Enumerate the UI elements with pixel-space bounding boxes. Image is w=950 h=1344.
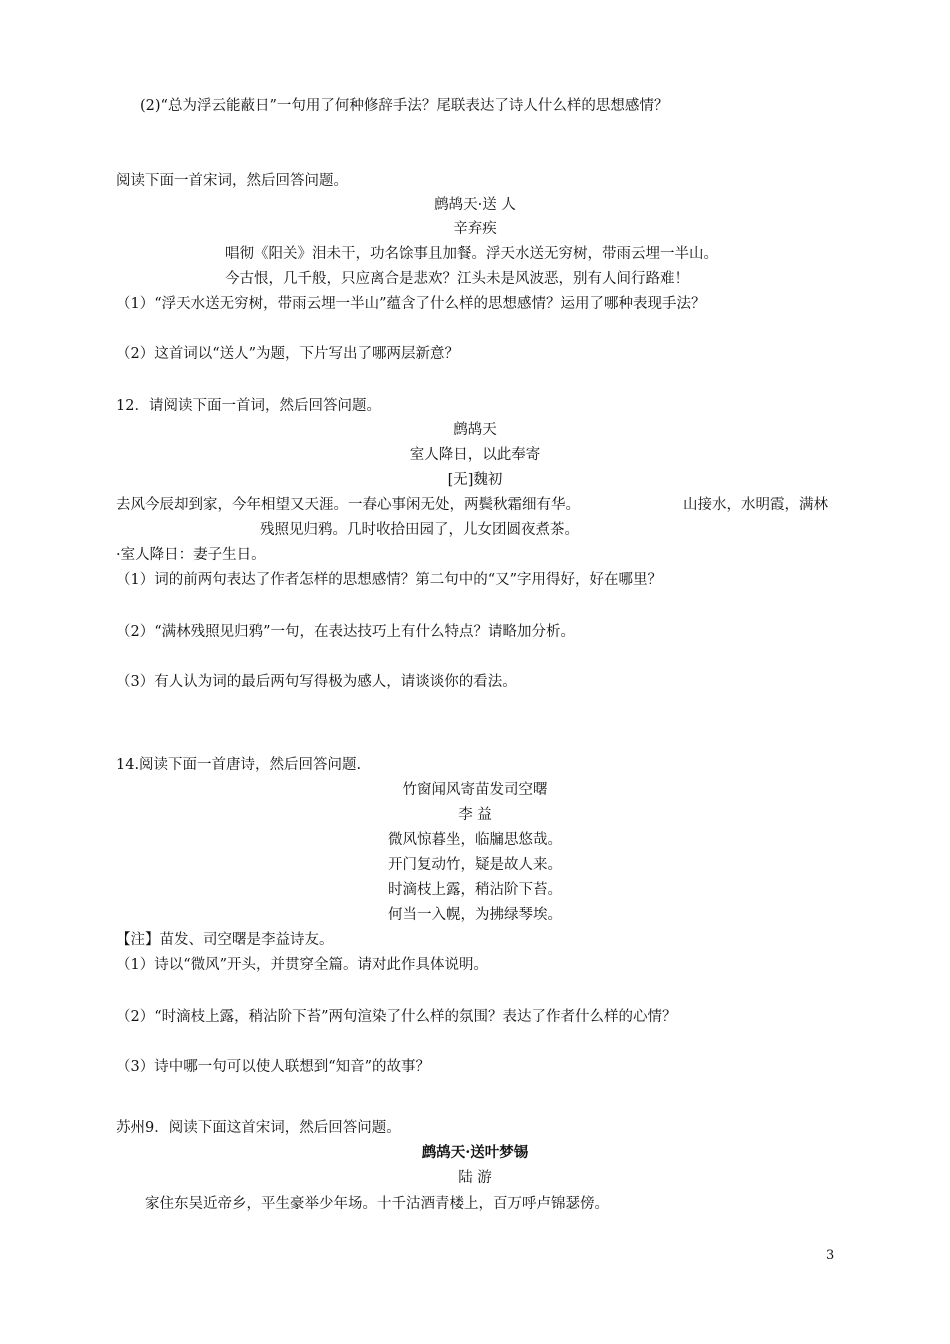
poem-title: 鹧鸪天·送叶梦锡 xyxy=(421,1144,529,1161)
question-2: （2）“满林残照见归鸦”一句，在表达技巧上有什么特点？请略加分析。 xyxy=(116,624,576,640)
question-1: （1）词的前两句表达了作者怎样的思想感情？第二句中的“又”字用得好，好在哪里？ xyxy=(116,572,663,588)
question-1: （1）诗以“微风”开头，并贯穿全篇。请对此作具体说明。 xyxy=(116,957,489,973)
question-2: （2）“时滴枝上露，稍沾阶下苔”两句渲染了什么样的氛围？表达了作者什么样的心情？ xyxy=(116,1009,677,1025)
intro-song-ci: 阅读下面一首宋词，然后回答问题。 xyxy=(116,173,348,189)
poem-line: 去风今辰却到家，今年相望又天涯。一春心事闲无处，两鬓秋霜细有华。 xyxy=(116,497,580,513)
poem-line: 微风惊暮坐，临牖思悠哉。 xyxy=(388,832,562,848)
poem-line: 开门复动竹，疑是故人来。 xyxy=(388,857,562,873)
poem-line: 时滴枝上露，稍沾阶下苔。 xyxy=(388,882,562,898)
poem-title: 鹧鸪天·送 人 xyxy=(434,197,516,213)
poem-author: 辛弃疾 xyxy=(453,221,497,237)
poem-subtitle: 室人降日，以此奉寄 xyxy=(409,447,541,463)
page-number: 3 xyxy=(826,1248,835,1263)
question-12-intro: 12．请阅读下面一首词，然后回答问题。 xyxy=(116,398,381,414)
poem-author: [无]魏初 xyxy=(447,472,503,488)
poem-line: 家住东吴近帝乡，平生豪举少年场。十千沽酒青楼上，百万呼卢锦瑟傍。 xyxy=(145,1196,609,1212)
poem-line: 山接水，水明霞，满林 xyxy=(683,497,828,513)
question-14-intro: 14.阅读下面一首唐诗，然后回答问题. xyxy=(116,757,362,773)
question-3: （3）诗中哪一句可以使人联想到“知音”的故事？ xyxy=(116,1059,431,1075)
poem-line: 唱彻《阳关》泪未干，功名馀事且加餐。浮天水送无穷树，带雨云埋一半山。 xyxy=(225,246,718,262)
poem-line: 残照见归鸦。几时收拾田园了，儿女团圆夜煮茶。 xyxy=(260,522,579,538)
question-9-intro: 苏州9．阅读下面这首宋词，然后回答问题。 xyxy=(116,1120,401,1136)
poem-author: 李 益 xyxy=(458,807,492,823)
question-2: （2）这首词以“送人”为题，下片写出了哪两层新意？ xyxy=(116,346,460,362)
poem-title: 鹧鸪天 xyxy=(453,422,497,438)
poem-note: ·室人降日：妻子生日。 xyxy=(116,547,266,563)
poem-line: 今古恨，几千般，只应离合是悲欢？江头未是风波恶，别有人间行路难！ xyxy=(225,271,689,287)
poem-line: 何当一入幌，为拂绿琴埃。 xyxy=(388,907,562,923)
poem-author: 陆 游 xyxy=(458,1170,492,1186)
question-1: （1）“浮天水送无穷树，带雨云埋一半山”蕴含了什么样的思想感情？运用了哪种表现手法？ xyxy=(116,296,706,312)
question-3: （3）有人认为词的最后两句写得极为感人，请谈谈你的看法。 xyxy=(116,674,517,690)
poem-note: 【注】苗发、司空曙是李益诗友。 xyxy=(116,932,334,948)
poem-title: 竹窗闻风寄苗发司空曙 xyxy=(402,782,548,798)
question-2: (2)“总为浮云能蔽日”一句用了何种修辞手法？尾联表达了诗人什么样的思想感情？ xyxy=(140,98,669,114)
